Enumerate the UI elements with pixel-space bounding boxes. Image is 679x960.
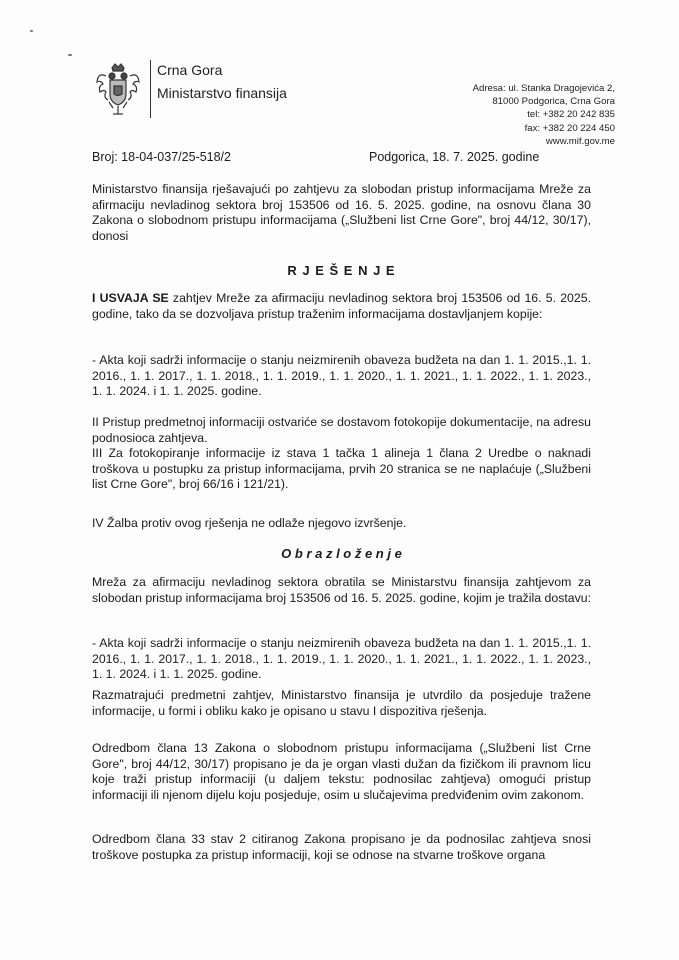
address-line: Adresa: ul. Stanka Dragojevića 2, xyxy=(472,83,615,94)
ministry-name: Ministarstvo finansija xyxy=(157,85,287,101)
place-date: Podgorica, 18. 7. 2025. godine xyxy=(369,150,540,164)
clause-3: III Za fotokopiranje informacije iz stava 1 tačka 1 alineja 1 člana 2 Uredbe o naknadi troškova u postupku za pristup informacijama, prvih 20 stranica se ne naplaćuje („Službeni list Crne Gore", broj 66/16 i 121/21). xyxy=(92,446,591,491)
reference-number: Broj: 18-04-037/25-518/2 xyxy=(92,150,231,164)
phone-line: tel: +382 20 242 835 xyxy=(527,109,615,121)
clause-1 xyxy=(92,291,591,322)
clause-1-text: zahtjev Mreže za afirmaciju nevladinog sektora broj 153506 od 16. 5. 2025. godine, tako da se dozvoljava pristup traženim informacijama dostavljanjem kopije: xyxy=(92,291,591,321)
intro-paragraph: Ministarstvo finansija rješavajući po zahtjevu za slobodan pristup informacijama Mreže za afirmaciju nevladinog sektora broj 153506 od 16. 5. 2025. godine, na osnovu člana 30 Zakona o slobodnom pristupu informacijama („Službeni list Crne Gore", broj 44/12, 30/17), donosi xyxy=(92,182,591,243)
scan-speck xyxy=(68,54,72,56)
country-name: Crna Gora xyxy=(157,62,223,78)
clause-4: IV Žalba protiv ovog rješenja ne odlaže njegovo izvršenje. xyxy=(92,516,407,530)
fax-line: fax: +382 20 224 450 xyxy=(524,122,615,134)
address-line: 81000 Podgorica, Crna Gora xyxy=(492,96,615,108)
website-line: www.mif.gov.me xyxy=(545,135,615,147)
header-divider xyxy=(150,60,151,118)
clause-1-lead: I USVAJA SE xyxy=(92,291,169,305)
address-block xyxy=(473,82,615,148)
explanation-title: O b r a z l o ž e n j e xyxy=(281,546,402,561)
explanation-paragraph-2: Razmatrajući predmetni zahtjev, Ministarstvo finansija je utvrdilo da posjeduje tražene informacije, u formi i obliku kako je opisano u stavu I dispozitiva rješenja. xyxy=(92,688,591,718)
explanation-item: - Akta koji sadrži informacije o stanju neizmirenih obaveza budžeta na dan 1. 1. 2015.,1. 1. 2016., 1. 1. 2017., 1. 1. 2018., 1. 1. 2019., 1. 1. 2020., 1. 1. 2021., 1. 1. 2022., 1. 1. 2023., 1. 1. 2024. i 1. 1. 2025. godine. xyxy=(92,636,591,681)
clause-2: II Pristup predmetnoj informaciji ostvariće se dostavom fotokopije dokumentacije, na adresu podnosioca zahtjeva. xyxy=(92,415,591,445)
explanation-paragraph-1: Mreža za afirmaciju nevladinog sektora obratila se Ministarstvu finansija zahtjevom za slobodan pristup informacijama broj 153506 od 16. 5. 2025. godine, kojim je tražila dostavu: xyxy=(92,575,592,605)
explanation-paragraph-4: Odredbom člana 33 stav 2 citiranog Zakona propisano je da podnosilac zahtjeva snosi troškove postupka za pristup informaciji, koji se odnose na stvarne troškove organa xyxy=(92,832,591,862)
clause-1-item: - Akta koji sadrži informacije o stanju neizmirenih obaveza budžeta na dan 1. 1. 2015.,1. 1. 2016., 1. 1. 2017., 1. 1. 2018., 1. 1. 2019., 1. 1. 2020., 1. 1. 2021., 1. 1. 2022., 1. 1. 2023., 1. 1. 2024. i 1. 1. 2025. godine. xyxy=(92,353,591,398)
decision-title: R J E Š E N J E xyxy=(287,263,396,278)
explanation-paragraph-3: Odredbom člana 13 Zakona o slobodnom pristupu informacijama („Službeni list Crne Gore", broj 44/12, 30/17) propisano je da je organ vlasti dužan da fizičkom ili pravnom licu koje traži pristup informaciji (u daljem tekstu: podnosilac zahtjeva) omogući pristup informaciji ili njenom dijelu koju posjeduje, osim u slučajevima predviđenim ovim zakonom. xyxy=(92,741,591,802)
scan-speck xyxy=(30,30,33,32)
coat-of-arms-icon xyxy=(95,62,141,118)
